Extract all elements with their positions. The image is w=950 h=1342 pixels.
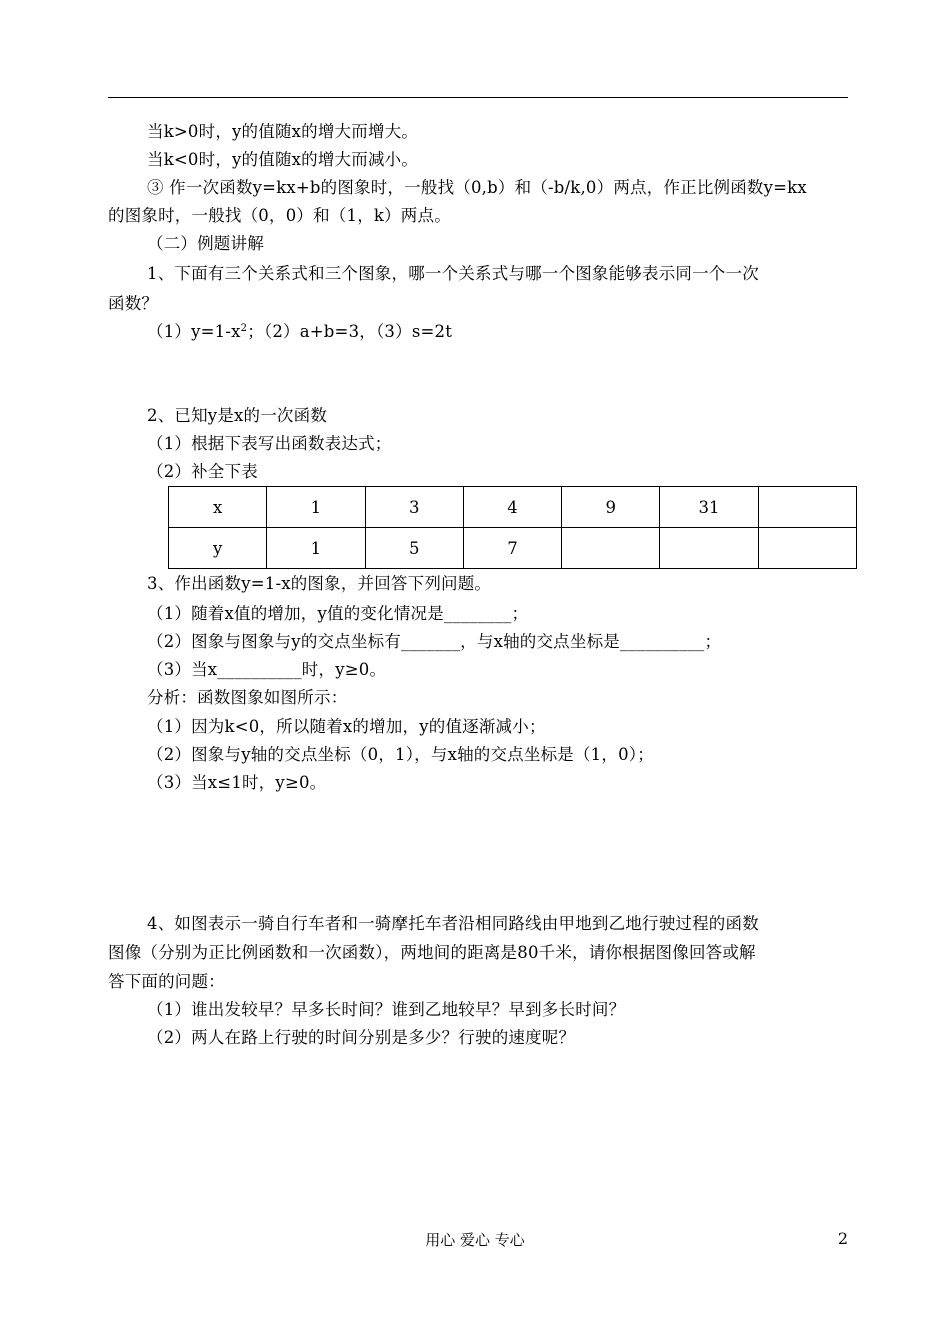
equations-line bbox=[147, 318, 452, 346]
table-cell: 1 bbox=[267, 487, 365, 528]
text-line: 的图象时，一般找（0，0）和（1，k）两点。 bbox=[108, 206, 451, 225]
header-rule bbox=[108, 97, 848, 98]
table-cell: 5 bbox=[365, 528, 463, 569]
equations-rest: ；（2）a+b=3，（3）s=2t bbox=[247, 322, 453, 341]
text-line: （2）两人在路上行驶的时间分别是多少？行驶的速度呢？ bbox=[147, 1028, 576, 1047]
text-line: ③ 作一次函数y=kx+b的图象时，一般找（0,b）和（-b/k,0）两点，作正比例函数y=kx bbox=[147, 178, 807, 197]
table-cell: 31 bbox=[660, 487, 758, 528]
table-cell bbox=[758, 528, 856, 569]
text-line: 函数？ bbox=[108, 294, 159, 313]
text-line: 当k>0时，y的值随x的增大而增大。 bbox=[147, 122, 419, 141]
text-line: （2）图象与y轴的交点坐标（0，1），与x轴的交点坐标是（1，0）； bbox=[147, 745, 654, 764]
footer-motto: 用心 爱心 专心 bbox=[425, 1231, 525, 1249]
table-cell: 3 bbox=[365, 487, 463, 528]
table-cell: 7 bbox=[463, 528, 561, 569]
table-cell bbox=[758, 487, 856, 528]
text-line: （2）补全下表 bbox=[147, 462, 258, 481]
text-line: 当k<0时，y的值随x的增大而减小。 bbox=[147, 150, 419, 169]
question-3: 3、作出函数y=1-x的图象，并回答下列问题。 bbox=[147, 574, 492, 593]
text-line: 答下面的问题： bbox=[108, 972, 225, 991]
text-line: （1）谁出发较早？早多长时间？谁到乙地较早？早到多长时间？ bbox=[147, 1000, 626, 1019]
table-cell: 9 bbox=[562, 487, 660, 528]
section-heading: （二）例题讲解 bbox=[147, 234, 264, 253]
page-number: 2 bbox=[837, 1229, 848, 1248]
table-cell bbox=[562, 528, 660, 569]
question-1: 1、下面有三个关系式和三个图象，哪一个关系式与哪一个图象能够表示同一个一次 bbox=[147, 264, 759, 283]
text-line: （2）图象与图象与y的交点坐标有_______，与x轴的交点坐标是__________； bbox=[147, 632, 722, 651]
value-table bbox=[168, 486, 857, 569]
equation-1: （1）y=1-x bbox=[147, 322, 241, 341]
text-line: （1）随着x值的增加，y值的变化情况是________； bbox=[147, 604, 529, 623]
question-2: 2、已知y是x的一次函数 bbox=[147, 406, 328, 425]
table-row bbox=[169, 487, 857, 528]
text-line: 图像（分别为正比例函数和一次函数），两地间的距离是80千米，请你根据图像回答或解 bbox=[108, 943, 756, 962]
text-line: （3）当x__________时，y≥0。 bbox=[147, 660, 387, 679]
table-cell: y bbox=[169, 528, 267, 569]
table-cell: x bbox=[169, 487, 267, 528]
text-line: （1）根据下表写出函数表达式； bbox=[147, 434, 392, 453]
question-4: 4、如图表示一骑自行车者和一骑摩托车者沿相同路线由甲地到乙地行驶过程的函数 bbox=[147, 914, 759, 933]
table-cell: 1 bbox=[267, 528, 365, 569]
table-row bbox=[169, 528, 857, 569]
text-line: （3）当x≤1时，y≥0。 bbox=[147, 773, 327, 792]
text-line: （1）因为k<0，所以随着x的增加，y的值逐渐减小； bbox=[147, 717, 546, 736]
analysis-heading: 分析：函数图象如图所示： bbox=[147, 688, 348, 707]
exponent: 2 bbox=[240, 323, 248, 334]
table-cell: 4 bbox=[463, 487, 561, 528]
table-cell bbox=[660, 528, 758, 569]
